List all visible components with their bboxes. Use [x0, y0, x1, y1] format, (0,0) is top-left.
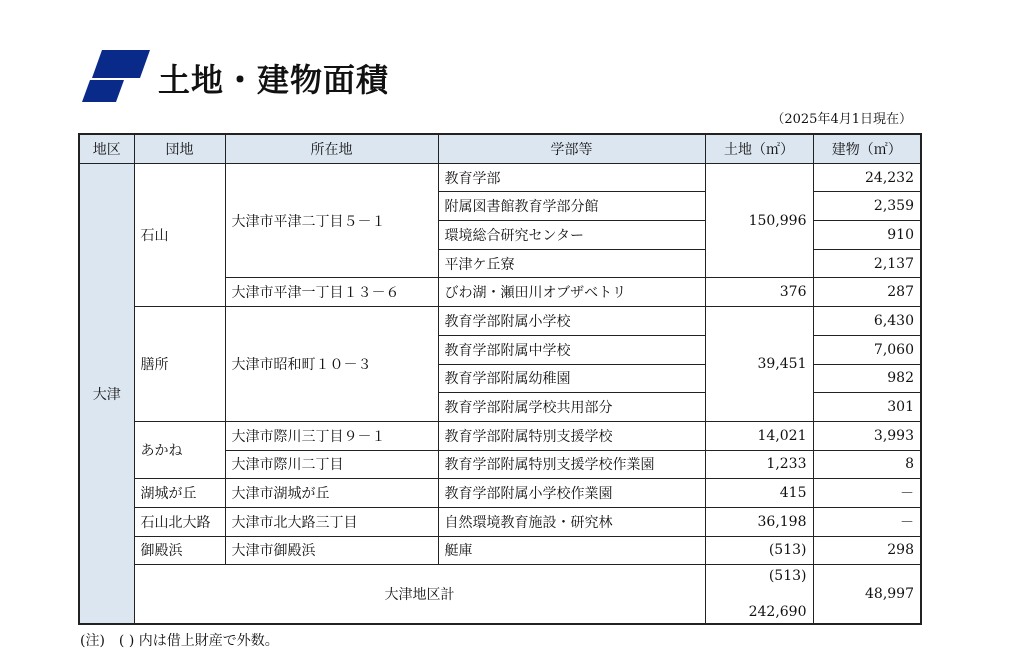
faculty-cell: 教育学部附属小学校 — [438, 307, 705, 336]
faculty-cell: 附属図書館教育学部分館 — [438, 192, 705, 221]
page-title: 土地・建物面積 — [158, 61, 390, 99]
land-cell: 415 — [705, 479, 813, 508]
address-cell: 大津市御殿浜 — [225, 536, 438, 565]
complex-cell: 石山 — [134, 163, 225, 306]
building-cell: 287 — [813, 278, 921, 307]
logo-mark-icon — [80, 48, 152, 104]
complex-cell: 御殿浜 — [134, 536, 225, 565]
faculty-cell: 教育学部附属特別支援学校作業園 — [438, 450, 705, 479]
total-building: 48,997 — [813, 565, 921, 625]
building-cell: 3,993 — [813, 421, 921, 450]
total-land: 242,690 — [748, 604, 807, 621]
building-cell: 7,060 — [813, 335, 921, 364]
as-of-date: （2025年4月1日現在） — [771, 112, 912, 127]
building-cell: 24,232 — [813, 163, 921, 192]
complex-cell: 膳所 — [134, 307, 225, 422]
table-header-row — [79, 134, 921, 163]
building-cell: 301 — [813, 393, 921, 422]
header-land: 土地（㎡） — [705, 134, 813, 163]
faculty-cell: 教育学部附属学校共用部分 — [438, 393, 705, 422]
land-cell: 36,198 — [705, 507, 813, 536]
building-cell: 2,359 — [813, 192, 921, 221]
table-row — [79, 307, 921, 336]
address-cell: 大津市平津一丁目１３－６ — [225, 278, 438, 307]
address-cell: 大津市湖城が丘 — [225, 479, 438, 508]
land-cell: 14,021 — [705, 421, 813, 450]
complex-cell: 湖城が丘 — [134, 479, 225, 508]
table-row — [79, 421, 921, 450]
address-cell: 大津市際川三丁目９－１ — [225, 421, 438, 450]
faculty-cell: 教育学部附属幼稚園 — [438, 364, 705, 393]
land-cell: 150,996 — [705, 163, 813, 278]
address-cell: 大津市北大路三丁目 — [225, 507, 438, 536]
header-faculty: 学部等 — [438, 134, 705, 163]
building-cell: － — [813, 507, 921, 536]
building-cell: 6,430 — [813, 307, 921, 336]
building-cell: 2,137 — [813, 249, 921, 278]
header-district: 地区 — [79, 134, 134, 163]
faculty-cell: 教育学部附属中学校 — [438, 335, 705, 364]
building-cell: 298 — [813, 536, 921, 565]
land-cell: 1,233 — [705, 450, 813, 479]
faculty-cell: 平津ケ丘寮 — [438, 249, 705, 278]
faculty-cell: 環境総合研究センター — [438, 221, 705, 250]
header-building: 建物（㎡） — [813, 134, 921, 163]
faculty-cell: 教育学部 — [438, 163, 705, 192]
table-row — [79, 163, 921, 192]
total-row — [79, 565, 921, 625]
total-land-leased: (513) — [768, 568, 807, 585]
address-cell: 大津市際川二丁目 — [225, 450, 438, 479]
address-cell: 大津市平津二丁目５－１ — [225, 163, 438, 278]
faculty-cell: びわ湖・瀬田川オブザベトリ — [438, 278, 705, 307]
land-building-table — [78, 133, 922, 625]
building-cell: － — [813, 479, 921, 508]
header-complex: 団地 — [134, 134, 225, 163]
total-land-cell — [705, 565, 813, 625]
table-row — [79, 507, 921, 536]
total-label: 大津地区計 — [134, 565, 705, 625]
land-cell: 376 — [705, 278, 813, 307]
building-cell: 982 — [813, 364, 921, 393]
faculty-cell: 艇庫 — [438, 536, 705, 565]
faculty-cell: 教育学部附属特別支援学校 — [438, 421, 705, 450]
land-cell: (513) — [705, 536, 813, 565]
address-cell: 大津市昭和町１０－３ — [225, 307, 438, 422]
complex-cell: あかね — [134, 421, 225, 478]
table-row — [79, 536, 921, 565]
complex-cell: 石山北大路 — [134, 507, 225, 536]
faculty-cell: 教育学部附属小学校作業園 — [438, 479, 705, 508]
header-address: 所在地 — [225, 134, 438, 163]
land-cell: 39,451 — [705, 307, 813, 422]
district-cell: 大津 — [79, 163, 134, 624]
faculty-cell: 自然環境教育施設・研究林 — [438, 507, 705, 536]
building-cell: 910 — [813, 221, 921, 250]
table-row — [79, 479, 921, 508]
building-cell: 8 — [813, 450, 921, 479]
footnote: (注) ( ) 内は借上財産で外数。 — [80, 633, 279, 649]
